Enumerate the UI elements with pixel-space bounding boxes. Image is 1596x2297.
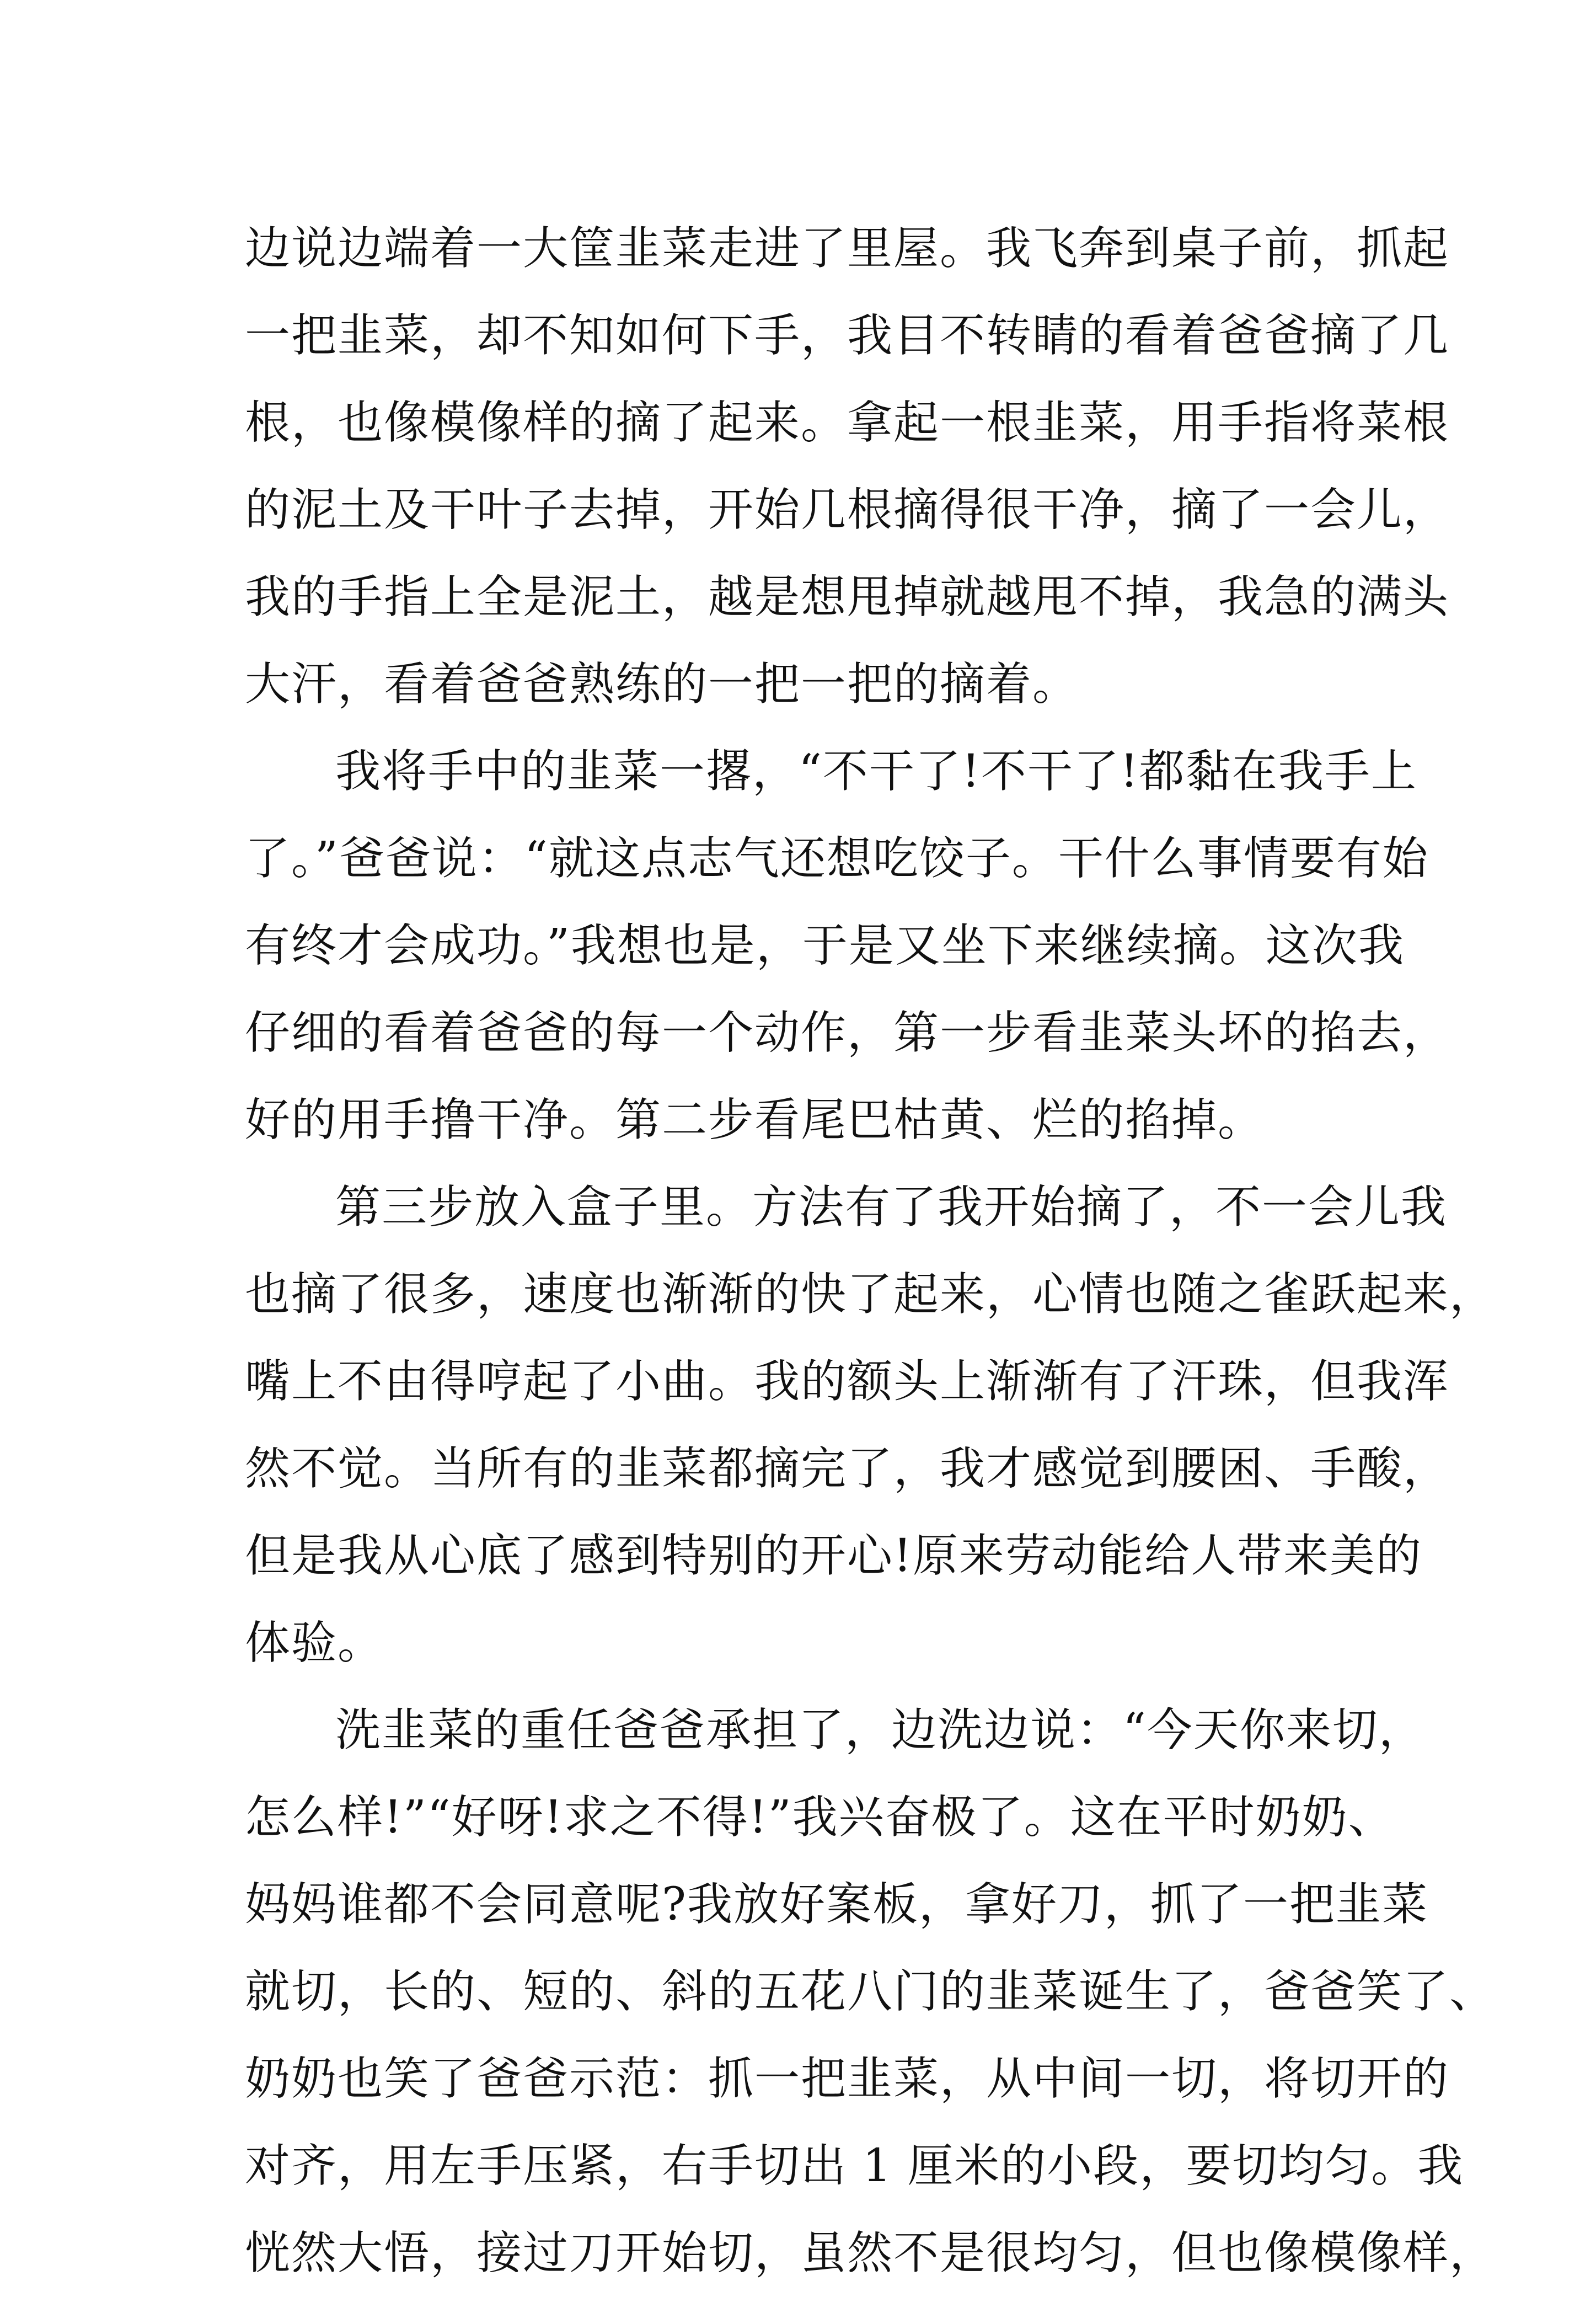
text-line: 我的手指上全是泥土，越是想甩掉就越甩不掉，我急的满头 bbox=[245, 571, 1450, 623]
text-line: 奶奶也笑了爸爸示范：抓一把韭菜，从中间一切，将切开的 bbox=[245, 2053, 1450, 2105]
text-line: 了。”爸爸说：“就这点志气还想吃饺子。干什么事情要有始 bbox=[245, 832, 1429, 885]
document-body bbox=[245, 205, 1496, 2297]
text-line: 的泥土及干叶子去掉，开始几根摘得很干净，摘了一会儿， bbox=[245, 484, 1450, 536]
paragraph-2 bbox=[245, 728, 1450, 1164]
text-line: 边说边端着一大筐韭菜走进了里屋。我飞奔到桌子前，抓起 bbox=[245, 222, 1450, 275]
text-line: 我将手中的韭菜一撂，“不干了!不干了!都黏在我手上 bbox=[335, 745, 1417, 798]
text-line: 有终才会成功。”我想也是，于是又坐下来继续摘。这次我 bbox=[245, 920, 1405, 972]
text-line: 大汗，看着爸爸熟练的一把一把的摘着。 bbox=[245, 658, 1079, 711]
text-line: 根，也像模像样的摘了起来。拿起一根韭菜，用手指将菜根 bbox=[245, 397, 1450, 449]
text-line: 仔细的看着爸爸的每一个动作，第一步看韭菜头坏的掐去， bbox=[245, 1007, 1450, 1059]
text-line: 体验。 bbox=[245, 1617, 384, 1669]
text-line: 嘴上不由得哼起了小曲。我的额头上渐渐有了汗珠，但我浑 bbox=[245, 1355, 1450, 1408]
paragraph-1 bbox=[245, 205, 1450, 728]
paragraph-4 bbox=[245, 1687, 1496, 2297]
text-line: 但是我从心底了感到特别的开心!原来劳动能给人带来美的 bbox=[245, 1530, 1422, 1582]
text-line: 妈妈谁都不会同意呢?我放好案板，拿好刀，抓了一把韭菜 bbox=[245, 1878, 1428, 1931]
text-line: 一把韭菜，却不知如何下手，我目不转睛的看着爸爸摘了几 bbox=[245, 309, 1450, 362]
text-line: 然不觉。当所有的韭菜都摘完了，我才感觉到腰困、手酸， bbox=[245, 1443, 1450, 1495]
text-line: 洗韭菜的重任爸爸承担了，边洗边说：“今天你来切， bbox=[335, 1704, 1425, 1756]
text-line: 第三步放入盒子里。方法有了我开始摘了，不一会儿我 bbox=[335, 1181, 1448, 1233]
text-line: 也摘了很多，速度也渐渐的快了起来，心情也随之雀跃起来， bbox=[245, 1268, 1496, 1321]
text-line: 就切，长的、短的、斜的五花八门的韭菜诞生了，爸爸笑了、 bbox=[245, 1965, 1496, 2018]
text-line: 对齐，用左手压紧，右手切出 1 厘米的小段，要切均匀。我 bbox=[245, 2140, 1464, 2192]
text-line: 恍然大悟，接过刀开始切，虽然不是很均匀，但也像模像样， bbox=[245, 2227, 1496, 2279]
paragraph-3 bbox=[245, 1164, 1496, 1687]
text-line: 好的用手撸干净。第二步看尾巴枯黄、烂的掐掉。 bbox=[245, 1094, 1265, 1146]
text-line: 怎么样!”“好呀!求之不得!”我兴奋极了。这在平时奶奶、 bbox=[245, 1791, 1395, 1844]
